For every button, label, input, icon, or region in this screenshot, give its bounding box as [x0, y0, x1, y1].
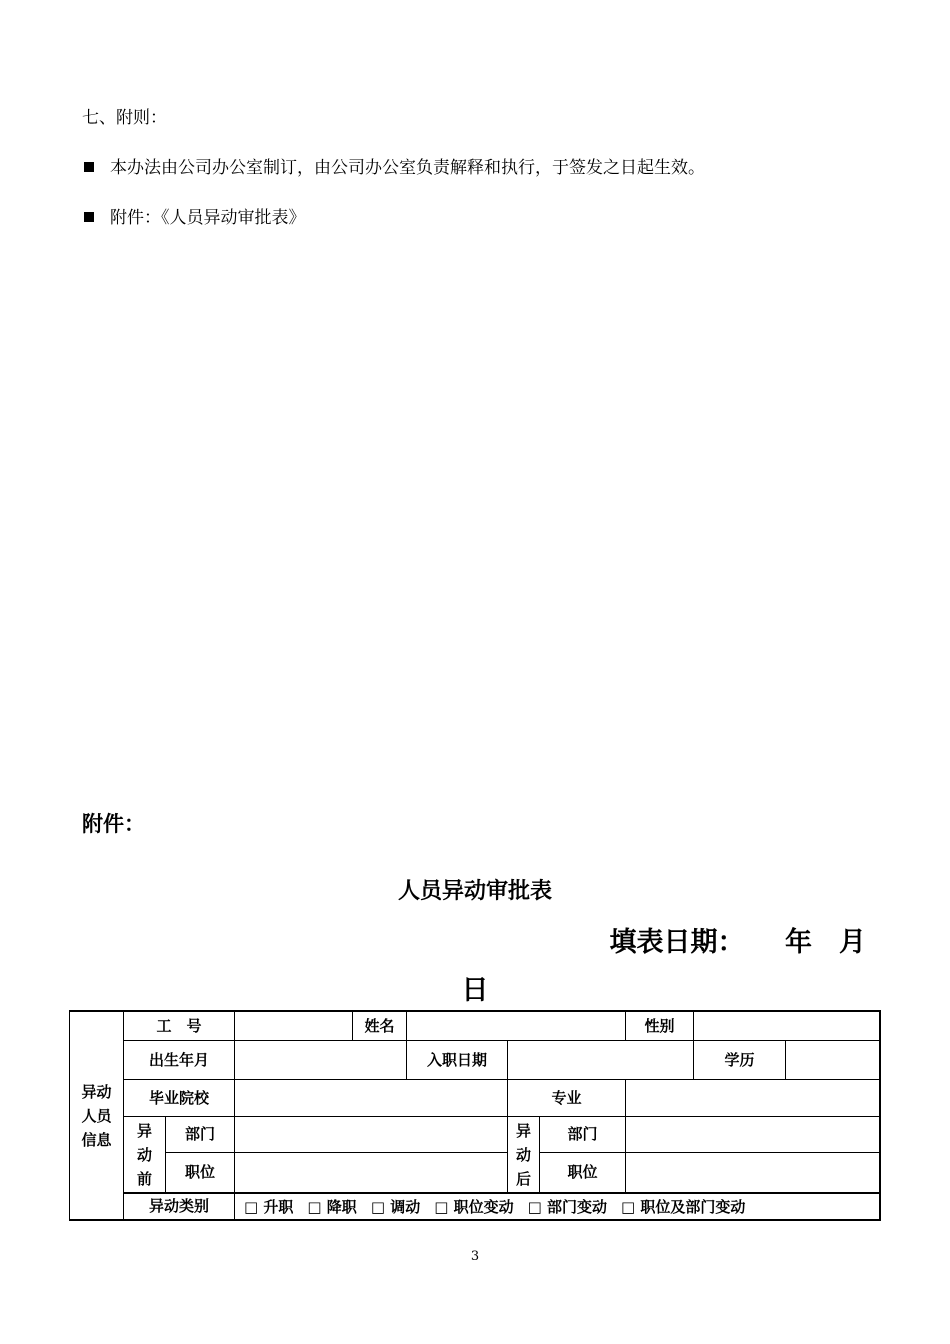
table-border — [879, 1010, 881, 1221]
label-education: 学历 — [724, 1050, 755, 1069]
group-label-line: 异动 — [81, 1082, 112, 1101]
before-dept-field[interactable] — [235, 1117, 507, 1152]
name-field[interactable] — [407, 1012, 625, 1040]
join-date-field[interactable] — [508, 1041, 693, 1079]
major-field[interactable] — [626, 1080, 879, 1116]
label-gender: 性别 — [644, 1016, 675, 1035]
group-label-transfer-info — [70, 1012, 123, 1219]
label-school: 毕业院校 — [148, 1088, 209, 1107]
option-promotion-checkbox[interactable]: □ 升职 — [244, 1198, 294, 1216]
after-label-char: 异 — [515, 1121, 531, 1140]
transfer-type-options — [244, 1194, 759, 1219]
gender-field[interactable] — [694, 1012, 879, 1040]
table-border — [69, 1219, 881, 1221]
fill-date-day: 日 — [461, 975, 489, 1006]
fill-date-line: 填表日期： 年 月 — [609, 927, 866, 958]
birth-field[interactable] — [235, 1041, 406, 1079]
option-position-change-checkbox[interactable]: □ 职位变动 — [434, 1198, 514, 1216]
employee-no-field[interactable] — [235, 1012, 352, 1040]
label-major: 专业 — [551, 1088, 582, 1107]
attachment-label: 附件： — [82, 812, 145, 836]
label-name: 姓名 — [364, 1016, 395, 1035]
label-before-transfer — [124, 1117, 165, 1192]
before-position-field[interactable] — [235, 1153, 507, 1192]
before-label-char: 动 — [136, 1145, 152, 1164]
label-before-dept: 部门 — [184, 1125, 215, 1143]
bullet-text: 本办法由公司办公室制订，由公司办公室负责解释和执行，于签发之日起生效。 — [110, 158, 705, 178]
option-demotion-checkbox[interactable]: □ 降职 — [307, 1198, 357, 1216]
label-birth: 出生年月 — [148, 1050, 209, 1069]
group-label-line: 信息 — [81, 1130, 112, 1149]
label-after-dept: 部门 — [567, 1125, 598, 1143]
option-transfer-checkbox[interactable]: □ 调动 — [370, 1198, 421, 1216]
option-dept-change-checkbox[interactable]: □ 部门变动 — [527, 1198, 608, 1216]
label-transfer-type: 异动类别 — [148, 1197, 209, 1215]
bullet-item-1 — [84, 157, 705, 179]
page-number: 3 — [470, 1249, 480, 1264]
square-bullet-icon — [84, 162, 94, 172]
after-label-char: 后 — [515, 1169, 531, 1188]
label-employee-no: 工 号 — [156, 1016, 202, 1035]
school-field[interactable] — [235, 1080, 507, 1116]
form-title: 人员异动审批表 — [397, 879, 552, 904]
option-position-dept-change-checkbox[interactable]: □ 职位及部门变动 — [621, 1198, 746, 1216]
square-bullet-icon — [84, 212, 94, 222]
label-after-position: 职位 — [567, 1163, 598, 1181]
label-before-position: 职位 — [184, 1163, 215, 1181]
bullet-text: 附件：《人员异动审批表》 — [110, 208, 306, 228]
after-position-field[interactable] — [626, 1153, 879, 1192]
section-heading: 七、附则： — [82, 108, 167, 128]
before-label-char: 异 — [136, 1121, 152, 1140]
label-join-date: 入职日期 — [426, 1050, 487, 1069]
group-label-line: 人员 — [81, 1106, 112, 1125]
label-after-transfer — [508, 1117, 539, 1192]
after-label-char: 动 — [515, 1145, 531, 1164]
after-dept-field[interactable] — [626, 1117, 879, 1152]
transfer-approval-table — [69, 1010, 881, 1221]
bullet-item-2 — [84, 207, 306, 229]
education-field[interactable] — [786, 1041, 879, 1079]
before-label-char: 前 — [136, 1169, 152, 1188]
